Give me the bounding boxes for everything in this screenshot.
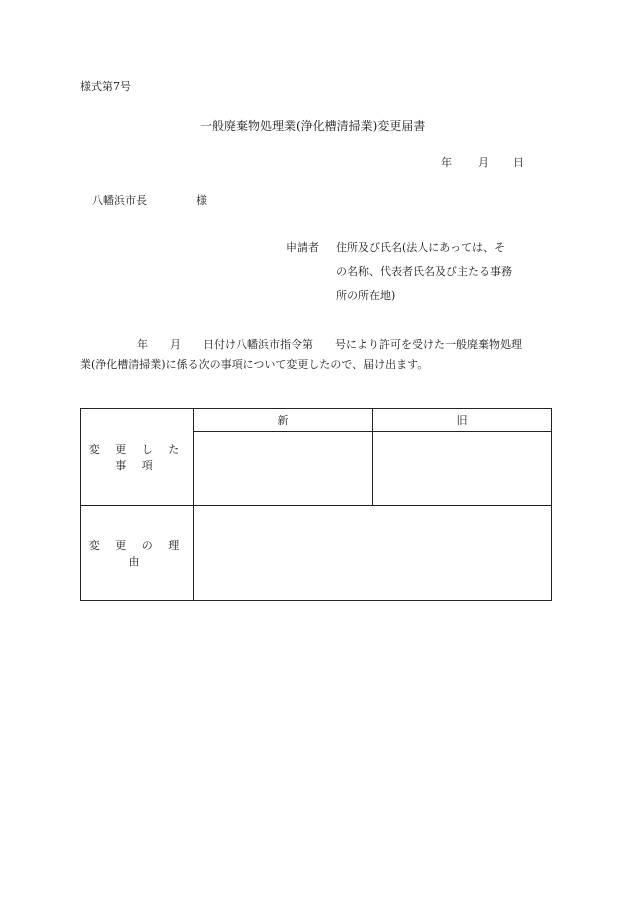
date-month-label: 月: [478, 156, 489, 169]
changed-new-cell[interactable]: [194, 432, 373, 506]
addressee-honorific: 様: [196, 194, 207, 207]
reason-cell[interactable]: [194, 506, 552, 601]
row-label-changed-items: 変 更 し た 事 項: [81, 409, 194, 506]
addressee-name: 八幡浜市長: [92, 194, 147, 207]
applicant-line: の名称、代表者氏名及び主たる事務: [336, 265, 512, 278]
notification-body: [80, 335, 560, 375]
form-number: 様式第7号: [80, 80, 131, 93]
row-label-reason: 変 更 の 理 由: [81, 506, 194, 601]
body-line-2: 業(浄化槽清掃業)に係る次の事項について変更したので、届け出ます。: [80, 358, 429, 371]
change-details-table: [80, 408, 552, 601]
applicant-label: 申請者: [286, 241, 319, 254]
changed-old-cell[interactable]: [373, 432, 552, 506]
applicant-details: [336, 236, 512, 308]
applicant-line: 所の所在地): [336, 289, 396, 302]
column-header-old: 旧: [373, 409, 552, 432]
column-header-new: 新: [194, 409, 373, 432]
body-line-1: 年 月 日付け八幡浜市指令第 号により許可を受けた一般廃棄物処理: [137, 338, 522, 351]
date-year-label: 年: [441, 156, 452, 169]
document-title: 一般廃棄物処理業(浄化槽清掃業)変更届書: [200, 119, 426, 133]
applicant-line: 住所及び氏名(法人にあっては、そ: [336, 241, 506, 254]
date-day-label: 日: [513, 156, 524, 169]
